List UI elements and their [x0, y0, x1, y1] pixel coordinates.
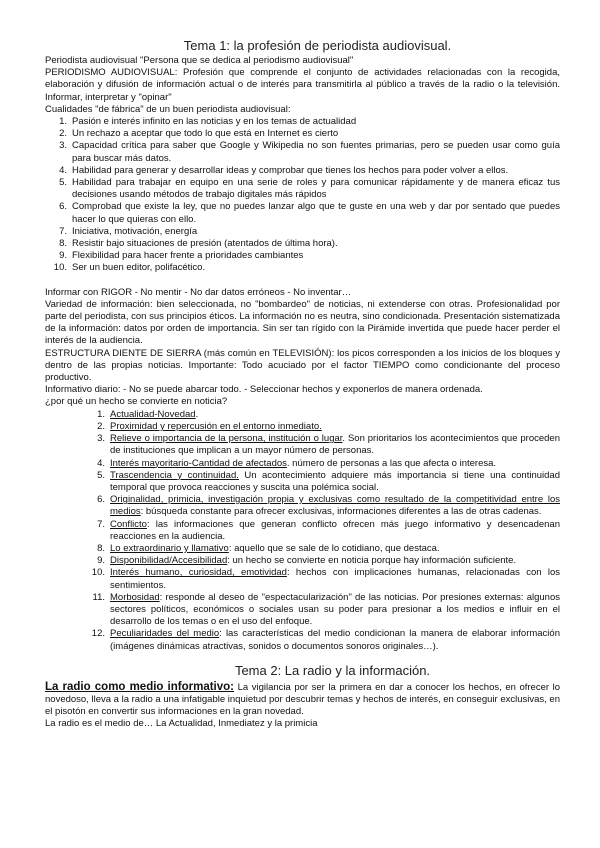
- list-number: 6.: [59, 201, 67, 213]
- rigor-paragraph: Informar con RIGOR - No mentir - No dar datos erróneos - No inventar…: [45, 286, 352, 298]
- criterio-item: [45, 543, 560, 555]
- criterio-text: .: [195, 408, 199, 420]
- cualidad-item: [45, 250, 560, 262]
- cualidad-item: [45, 165, 560, 177]
- list-number: 2.: [59, 128, 67, 140]
- criterio-item: [45, 567, 560, 591]
- list-number: 4.: [59, 164, 67, 176]
- criterio-item: [45, 470, 560, 494]
- list-number: 3.: [97, 433, 105, 445]
- list-number: 7.: [59, 225, 67, 237]
- list-number: 1.: [59, 116, 67, 128]
- informativo-paragraph: Informativo diario: - No se puede abarcar todo. - Seleccionar hechos y exponerlos de manera ordenada.: [45, 384, 483, 396]
- criterio-heading: Trascendencia y continuidad.: [110, 469, 239, 481]
- criterio-item: [45, 409, 560, 421]
- cualidad-text: Habilidad para trabajar en equipo en una serie de roles y para comunicar rápidamente y de manera eficaz tus decisiones usando métodos de trabajo digitales más rápidos: [72, 177, 560, 201]
- criterio-text: : aquello que se sale de lo cotidiano, que destaca.: [228, 542, 440, 554]
- criterio-heading: Proximidad y repercusión en el entorno inmediato.: [110, 420, 322, 432]
- cualidades-title: Cualidades "de fábrica" de un buen periodista audiovisual:: [45, 103, 291, 115]
- cualidad-item: [45, 226, 560, 238]
- cualidad-text: Pasión e interés infinito en las noticias y en los temas de actualidad: [72, 116, 357, 128]
- criterio-heading: Conflicto: [110, 518, 147, 530]
- document-content: [45, 38, 560, 731]
- criterio-heading: Interés mayoritario-Cantidad de afectados: [110, 457, 287, 469]
- criterio-heading: Disponibilidad/Accesibilidad: [110, 555, 228, 567]
- def-periodismo: PERIODISMO AUDIOVISUAL: Profesión que comprende el conjunto de actividades relacionadas con la recogida, elaboración y difusión de información actual o de interés para transmitirla al público a través de la radio o la televisión. Informar, interpretar y "opinar": [45, 67, 560, 103]
- criterio-heading: Actualidad-Novedad: [110, 408, 196, 420]
- cualidad-text: Flexibilidad para hacer frente a prioridades cambiantes: [72, 250, 304, 262]
- criterio-heading: Lo extraordinario y llamativo: [110, 542, 229, 554]
- cualidad-text: Iniciativa, motivación, energía: [72, 225, 198, 237]
- radio-last-line: La radio es el medio de… La Actualidad, Inmediatez y la primicia: [45, 718, 318, 730]
- radio-paragraph: [45, 681, 560, 719]
- list-number: 12.: [91, 628, 105, 640]
- list-number: 5.: [97, 469, 105, 481]
- list-number: 5.: [59, 177, 67, 189]
- list-number: 9.: [59, 250, 67, 262]
- cualidad-text: Ser un buen editor, polifacético.: [72, 262, 206, 274]
- criterio-item: [45, 458, 560, 470]
- criterio-heading: Peculiaridades del medio: [110, 628, 220, 640]
- criterio-text: : un hecho se convierte en noticia porque hay información suficiente.: [227, 555, 517, 567]
- list-number: 10.: [91, 567, 105, 579]
- criterio-text: : las características del medio condicionan la manera de elaborar información (imágenes dinámicas atractivas, sonidos o documentos sonoros originales…).: [110, 628, 560, 652]
- list-number: 1.: [97, 408, 105, 420]
- cualidad-text: Comprobad que existe la ley, que no puedes lanzar algo que te guste en una web y dar por sentado que puedes hacer lo que quieras con ello.: [72, 201, 560, 225]
- criterio-text: Un acontecimiento adquiere más importancia si tiene una continuidad temporal que provoca reacciones y suscita una polémica social.: [110, 469, 560, 493]
- def-periodista: Periodista audiovisual "Persona que se dedica al periodismo audiovisual": [45, 55, 354, 66]
- list-number: 9.: [97, 555, 105, 567]
- criterio-item: [45, 555, 560, 567]
- cualidad-text: Resistir bajo situaciones de presión (atentados de última hora).: [72, 238, 338, 250]
- criterio-text: . Son prioritarios los acontecimientos que proceden de instituciones que implican a un mayor número de personas.: [110, 433, 561, 457]
- criterio-heading: Interés humano, curiosidad, emotividad: [110, 567, 287, 579]
- list-number: 10.: [53, 262, 67, 274]
- criterio-text: : las informaciones que generan conflicto ofrecen más juego informativo y desencadenan reacciones en la audiencia.: [110, 518, 560, 542]
- list-number: 7.: [97, 518, 105, 530]
- list-number: 11.: [92, 591, 105, 603]
- criterio-text: : hechos con implicaciones humanas, relacionadas con los sentimientos.: [110, 567, 560, 591]
- criterio-text: : responde al deseo de "espectacularización" de las noticias. Por presiones externas: algunos sectores políticos, económicos o sociales usan su poder para presionar a los medios e influir en el desarrollo de los temas o en el uso del enfoque.: [110, 591, 560, 628]
- cualidad-item: [45, 177, 560, 201]
- criterio-heading: Morbosidad: [110, 591, 160, 603]
- criterio-item: [45, 592, 560, 629]
- tema2-title: Tema 2: La radio y la información.: [234, 662, 431, 678]
- criterio-item: [45, 433, 560, 457]
- criterio-text: . número de personas a las que afecta o interesa.: [286, 457, 497, 469]
- list-number: 2.: [97, 420, 105, 432]
- cualidad-item: [45, 262, 560, 274]
- criterios-list: [45, 409, 560, 653]
- radio-text: La vigilancia por ser la primera en dar a conocer los hechos, en ofrecer lo novedoso, lleva a la radio a una infatigable inquietud por descubrir temas y hechos de interés, en conseguir exclusivas, en el pisotón en convertir sus informaciones en la gran novedad.: [45, 681, 560, 718]
- criterio-item: [45, 494, 560, 518]
- cualidad-text: Un rechazo a aceptar que todo lo que está en Internet es cierto: [72, 128, 339, 140]
- cualidad-item: [45, 128, 560, 140]
- radio-heading: La radio como medio informativo:: [45, 680, 235, 693]
- criterio-item: [45, 421, 560, 433]
- cualidades-list: [45, 116, 560, 275]
- cualidad-item: [45, 201, 560, 225]
- noticia-question: ¿por qué un hecho se convierte en noticia?: [45, 396, 228, 408]
- list-number: 8.: [97, 542, 105, 554]
- cualidad-text: Habilidad para generar y desarrollar ideas y comprobar que tienes los hechos para poder volver a ellos.: [72, 164, 509, 176]
- cualidad-item: [45, 116, 560, 128]
- criterio-text: : búsqueda constante para ofrecer exclusivas, informaciones diferentes a las de otras cadenas.: [140, 506, 542, 518]
- criterio-heading: Relieve o importancia de la persona, institución o lugar: [110, 433, 343, 445]
- cualidad-item: [45, 140, 560, 164]
- criterio-item: [45, 519, 560, 543]
- criterio-heading: Originalidad, primicia, investigación propia y exclusivas como resultado de la competitividad entre los medios: [110, 494, 560, 518]
- list-number: 3.: [59, 140, 67, 152]
- list-number: 4.: [97, 457, 105, 469]
- list-number: 6.: [97, 494, 105, 506]
- tema1-title: Tema 1: la profesión de periodista audiovisual.: [183, 38, 452, 53]
- variedad-paragraph: Variedad de información: bien seleccionada, no "bombardeo" de noticias, ni extenderse con otras. Profesionalidad por parte del periodista, con sus principios éticos. La información no es neutra, sino condicionada. Presentación sistematizada de la información: datos por orden de importancia. Sin ser tan rígido con la Pirámide invertida que puede hacer perder el interés de la audiencia.: [45, 298, 560, 347]
- cualidad-item: [45, 238, 560, 250]
- criterio-item: [45, 628, 560, 652]
- estructura-paragraph: ESTRUCTURA DIENTE DE SIERRA (más común en TELEVISIÓN): los picos corresponden a los inicios de los bloques y dentro de las propias noticias. Importante: Todo acuciado por el factor TIEMPO como condicionante del proceso productivo.: [45, 347, 560, 384]
- cualidad-text: Capacidad crítica para saber que Google y Wikipedia no son fuentes primarias, pero se pueden usar como guía para buscar más datos.: [72, 140, 560, 164]
- list-number: 8.: [59, 238, 67, 250]
